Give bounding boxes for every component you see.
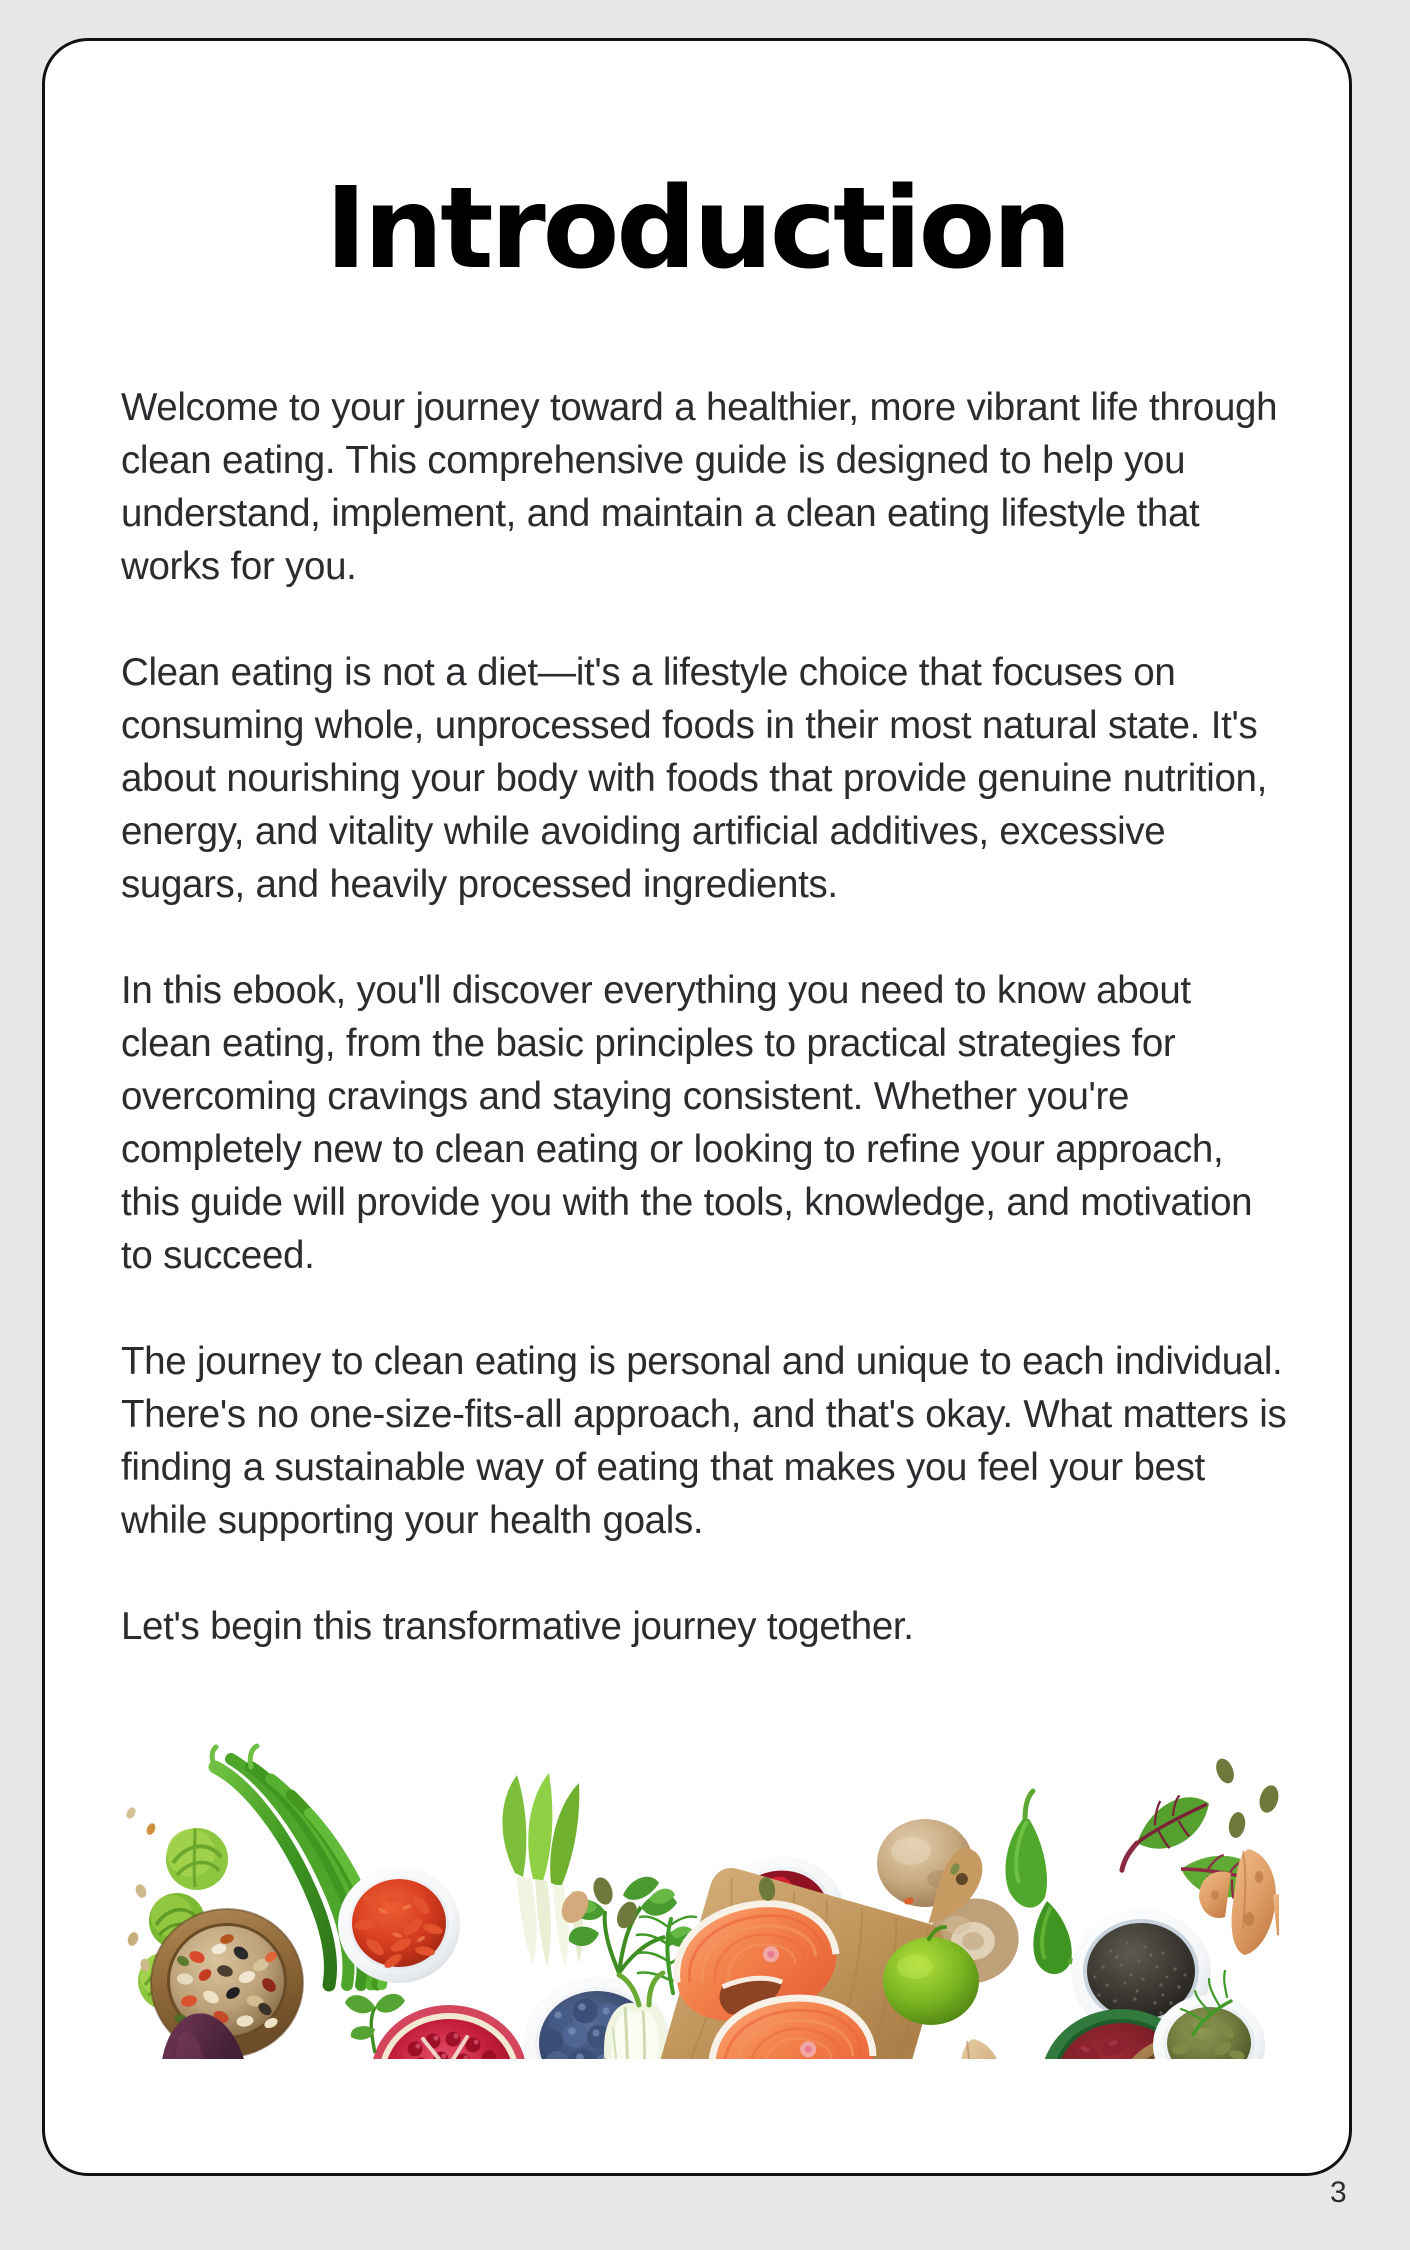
- body-copy: [121, 381, 1287, 1706]
- closing-line: Let's begin this transformative journey together.: [121, 1605, 914, 1648]
- page-title: Introduction: [325, 164, 1069, 294]
- paragraph-1: Welcome to your journey toward a healthier, more vibrant life through clean eating. This comprehensive guide is designed to help you understand, implement, and maintain a clean eating lifestyle that works for you.: [121, 386, 1278, 588]
- paragraph-4: The journey to clean eating is personal and unique to each individual. There's no one-size-fits-all approach, and that's okay. What matters is finding a sustainable way of eating that makes you feel your best while supporting your health goals.: [121, 1340, 1287, 1542]
- paragraph-2: Clean eating is not a diet—it's a lifestyle choice that focuses on consuming whole, unprocessed foods in their most natural state. It's about nourishing your body with foods that provide genuine nutrition, energy, and vitality while avoiding artificial additives, excessive sugars, and heavily processed ingredients.: [121, 651, 1267, 906]
- page-number: 3: [1330, 2176, 1347, 2209]
- goji-berry-bowl: [338, 1867, 460, 1983]
- paragraph-3: In this ebook, you'll discover everything you need to know about clean eating, from the basic principles to practical strategies for overcoming cravings and staying consistent. Whether you're completely new to clean eating or looking to refine your approach, this guide will provide you with the tools, knowledge, and motivation to succeed.: [121, 969, 1253, 1277]
- ebook-page-card: [42, 38, 1352, 2176]
- healthy-food-flatlay-photo: [119, 1663, 1279, 2059]
